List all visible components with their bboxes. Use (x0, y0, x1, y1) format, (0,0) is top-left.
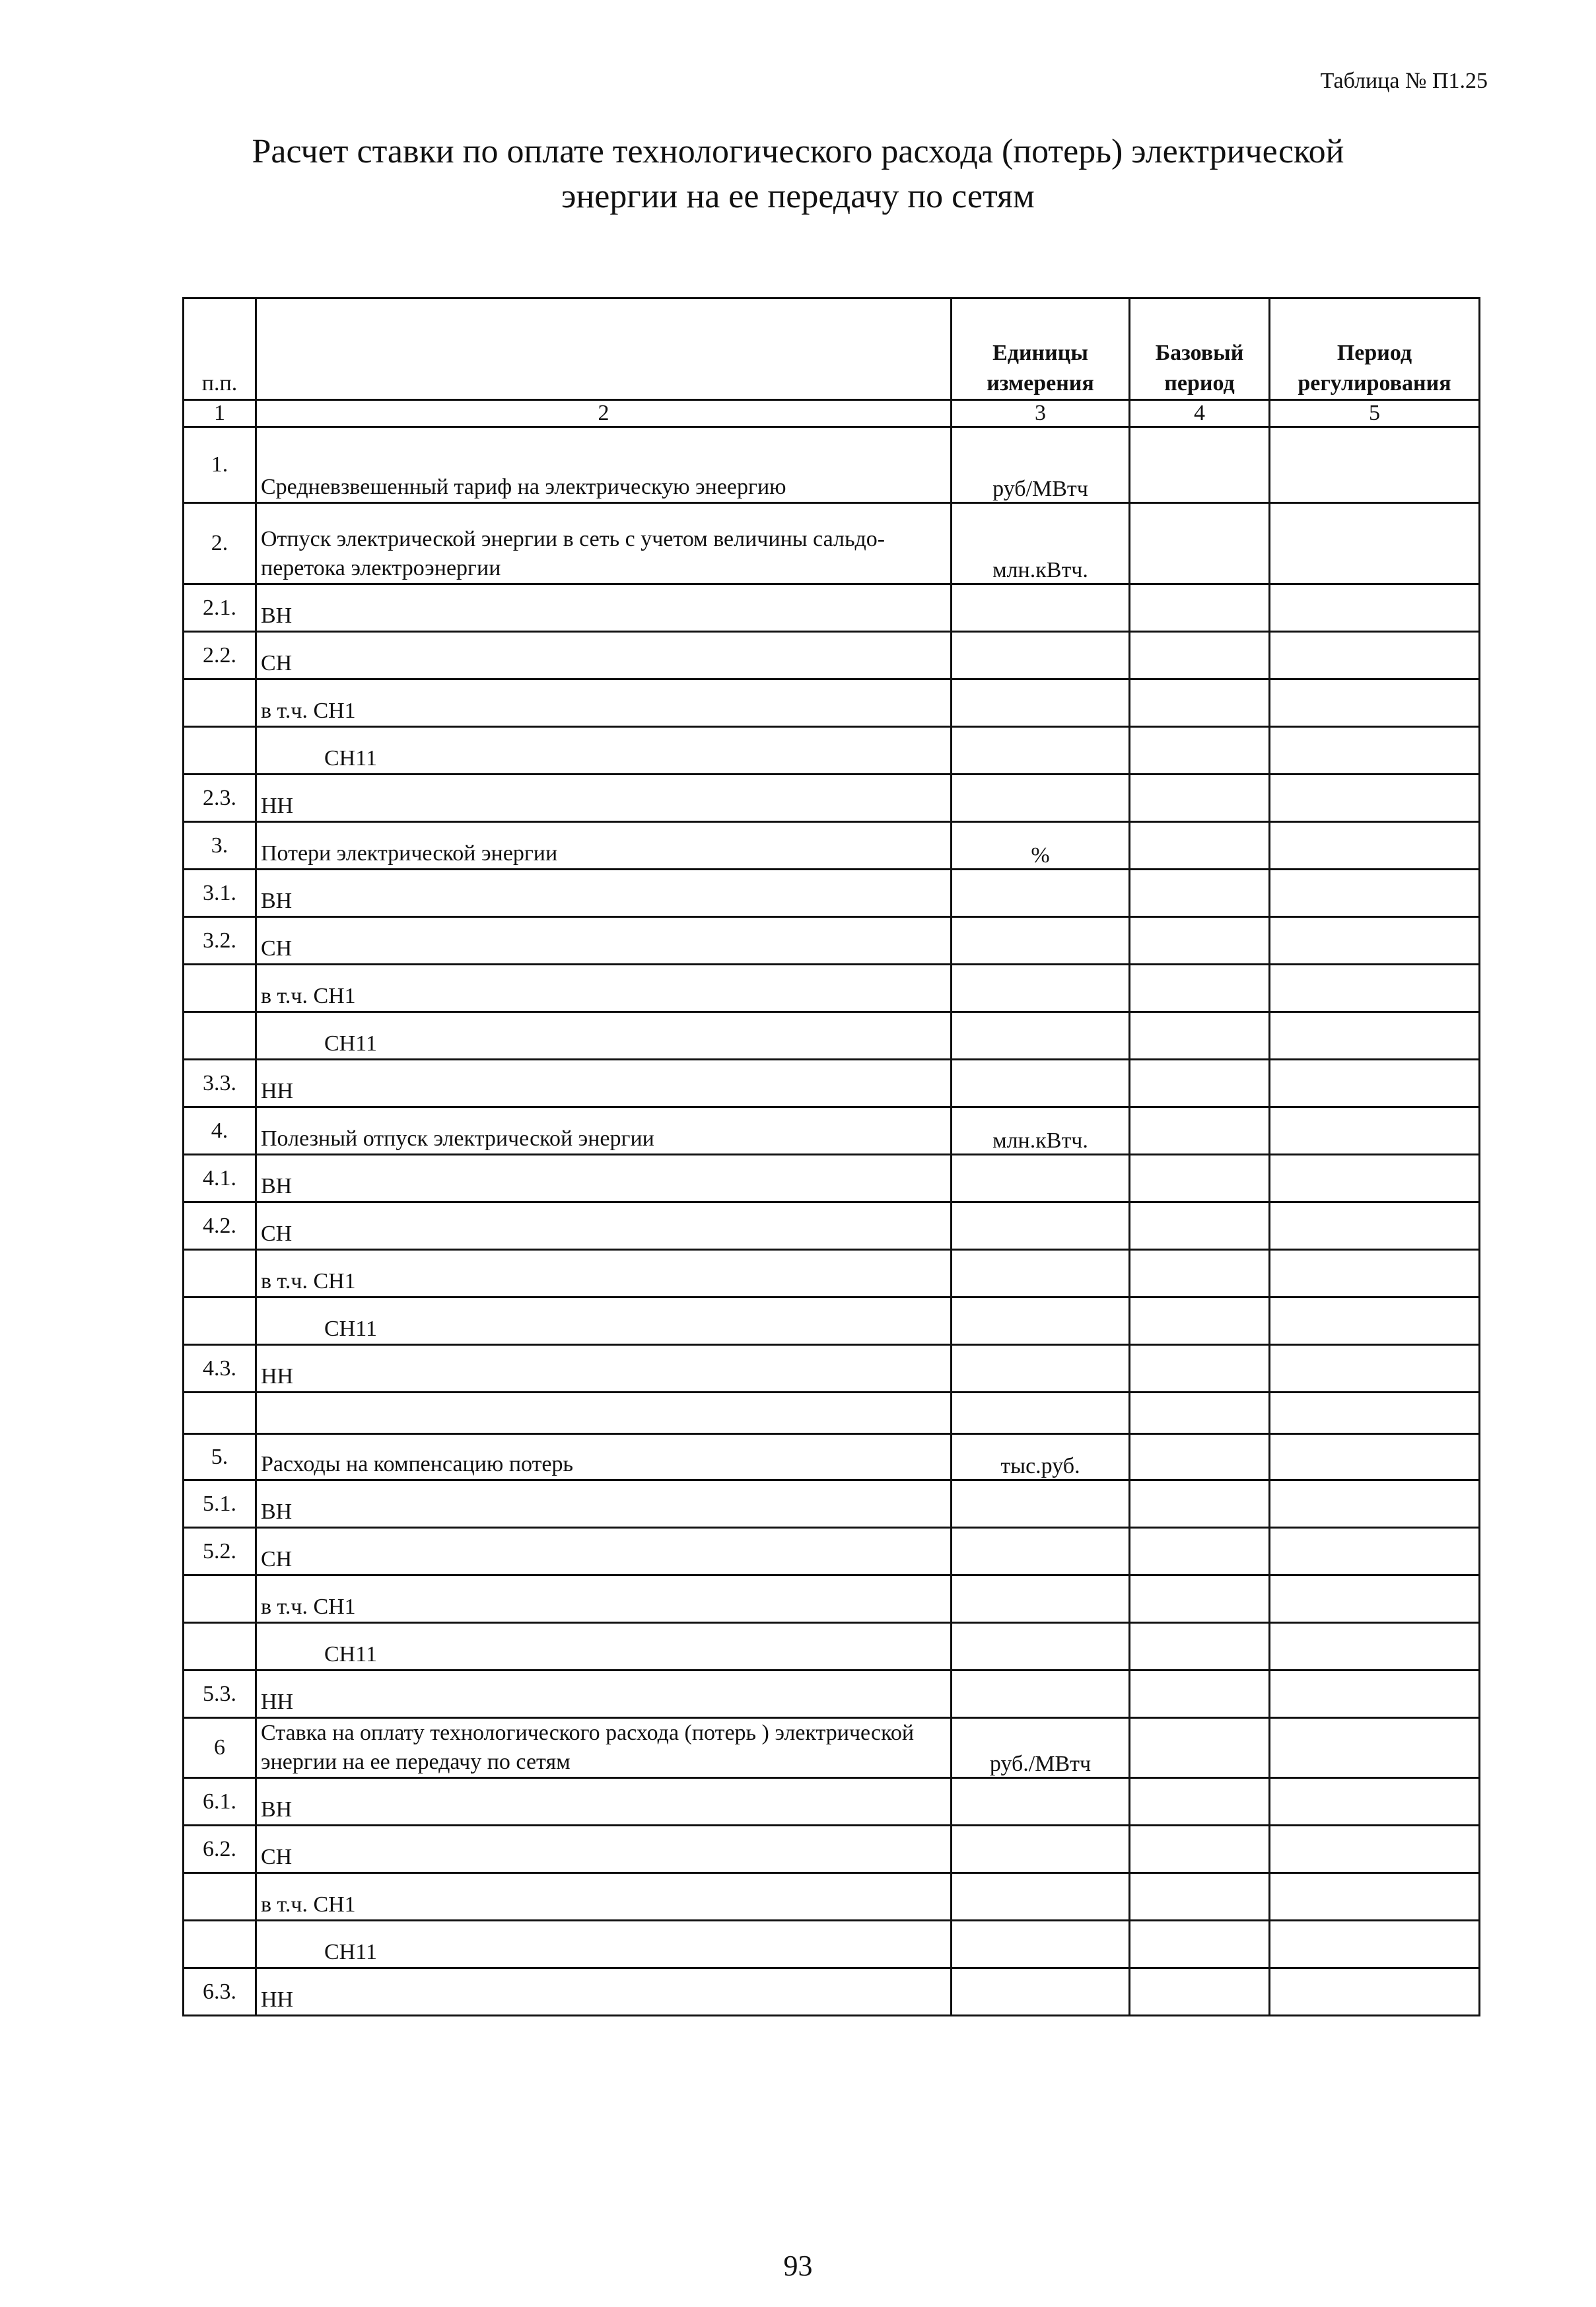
row-number (184, 1250, 256, 1297)
base-period-cell (1130, 584, 1270, 632)
page-title (0, 129, 1596, 219)
row-number: 3.1. (184, 870, 256, 917)
regulation-period-cell (1270, 917, 1480, 965)
row-label: ВН (256, 584, 952, 632)
regulation-period-cell (1270, 1921, 1480, 1968)
table-row (184, 1155, 1480, 1202)
row-number: 2.3. (184, 775, 256, 822)
base-period-cell (1130, 1968, 1270, 2016)
row-unit: тыс.руб. (952, 1434, 1130, 1480)
row-number (184, 965, 256, 1012)
row-label: Расходы на компенсацию потерь (256, 1434, 952, 1480)
regulation-period-cell (1270, 1250, 1480, 1297)
base-period-cell (1130, 427, 1270, 503)
row-label: СН (256, 1202, 952, 1250)
row-label: СН11 (256, 1012, 952, 1060)
row-label: СН (256, 917, 952, 965)
table-row (184, 1873, 1480, 1921)
row-label: Отпуск электрической энергии в сеть с учетом величины сальдо-перетока электроэнергии (256, 503, 952, 584)
row-number: 4. (184, 1107, 256, 1155)
row-number: 6.1. (184, 1778, 256, 1826)
row-label (256, 1393, 952, 1434)
row-unit (952, 1480, 1130, 1528)
base-period-cell (1130, 727, 1270, 775)
regulation-period-cell (1270, 1393, 1480, 1434)
column-number: 4 (1130, 400, 1270, 427)
base-period-cell (1130, 1155, 1270, 1202)
regulation-period-cell (1270, 584, 1480, 632)
row-unit (952, 1670, 1130, 1718)
tariff-table (182, 297, 1480, 2016)
row-number (184, 1921, 256, 1968)
table-number: Таблица № П1.25 (1320, 69, 1488, 93)
regulation-period-cell (1270, 1670, 1480, 1718)
column-number-row (184, 400, 1480, 427)
regulation-period-cell (1270, 1155, 1480, 1202)
table-row (184, 679, 1480, 727)
base-period-cell (1130, 1623, 1270, 1670)
table-row (184, 1718, 1480, 1778)
row-number (184, 1012, 256, 1060)
table-row (184, 775, 1480, 822)
row-unit (952, 1623, 1130, 1670)
row-number (184, 1575, 256, 1623)
row-unit (952, 1393, 1130, 1434)
base-period-cell (1130, 1297, 1270, 1345)
base-period-cell (1130, 1434, 1270, 1480)
base-period-cell (1130, 1670, 1270, 1718)
row-number: 6.2. (184, 1826, 256, 1873)
table-row (184, 727, 1480, 775)
row-unit (952, 1575, 1130, 1623)
row-number: 6.3. (184, 1968, 256, 2016)
row-label: Потери электрической энергии (256, 822, 952, 870)
row-unit: млн.кВтч. (952, 503, 1130, 584)
row-number (184, 1393, 256, 1434)
row-label: в т.ч. СН1 (256, 965, 952, 1012)
row-number: 4.3. (184, 1345, 256, 1393)
row-unit (952, 965, 1130, 1012)
row-label: ВН (256, 870, 952, 917)
row-unit (952, 1155, 1130, 1202)
row-number: 1. (184, 427, 256, 503)
regulation-period-cell (1270, 822, 1480, 870)
row-number (184, 679, 256, 727)
table-row (184, 1528, 1480, 1575)
row-number (184, 1297, 256, 1345)
row-unit (952, 1345, 1130, 1393)
table-row (184, 1250, 1480, 1297)
row-number: 5. (184, 1434, 256, 1480)
row-number: 3.2. (184, 917, 256, 965)
base-period-cell (1130, 917, 1270, 965)
regulation-period-cell (1270, 1968, 1480, 2016)
table-row (184, 1297, 1480, 1345)
row-number: 2.1. (184, 584, 256, 632)
base-period-cell (1130, 1012, 1270, 1060)
row-unit (952, 870, 1130, 917)
regulation-period-cell (1270, 1202, 1480, 1250)
regulation-period-cell (1270, 965, 1480, 1012)
row-number: 4.1. (184, 1155, 256, 1202)
row-label: в т.ч. СН1 (256, 1575, 952, 1623)
row-number (184, 1873, 256, 1921)
table-row (184, 584, 1480, 632)
table-row (184, 1968, 1480, 2016)
table-row (184, 1060, 1480, 1107)
row-number: 5.1. (184, 1480, 256, 1528)
table-row (184, 870, 1480, 917)
row-unit (952, 917, 1130, 965)
table-row (184, 1202, 1480, 1250)
regulation-period-cell (1270, 1345, 1480, 1393)
base-period-cell (1130, 1778, 1270, 1826)
row-unit (952, 584, 1130, 632)
base-period-cell (1130, 679, 1270, 727)
base-period-cell (1130, 1250, 1270, 1297)
regulation-period-cell (1270, 1012, 1480, 1060)
row-label: СН (256, 632, 952, 679)
regulation-period-cell (1270, 427, 1480, 503)
row-label: Ставка на оплату технологического расхода (потерь ) электрической энергии на ее передачу по сетям (256, 1718, 952, 1778)
table-row (184, 1826, 1480, 1873)
base-period-cell (1130, 775, 1270, 822)
regulation-period-cell (1270, 1718, 1480, 1778)
header-col-regulation: Период регулирования (1270, 298, 1480, 400)
table-row (184, 503, 1480, 584)
regulation-period-cell (1270, 1826, 1480, 1873)
table-row (184, 427, 1480, 503)
row-unit (952, 679, 1130, 727)
column-number: 5 (1270, 400, 1480, 427)
row-unit (952, 1012, 1130, 1060)
row-label: СН11 (256, 1921, 952, 1968)
row-label: СН11 (256, 1623, 952, 1670)
row-number: 2.2. (184, 632, 256, 679)
row-number: 5.2. (184, 1528, 256, 1575)
table-row (184, 1345, 1480, 1393)
table-row (184, 1575, 1480, 1623)
row-number: 5.3. (184, 1670, 256, 1718)
header-col-unit: Единицы измерения (952, 298, 1130, 400)
base-period-cell (1130, 1921, 1270, 1968)
base-period-cell (1130, 1826, 1270, 1873)
row-unit (952, 1060, 1130, 1107)
row-unit (952, 1778, 1130, 1826)
table-row (184, 917, 1480, 965)
row-unit (952, 1528, 1130, 1575)
regulation-period-cell (1270, 1873, 1480, 1921)
regulation-period-cell (1270, 1623, 1480, 1670)
row-number: 6 (184, 1718, 256, 1778)
column-number: 1 (184, 400, 256, 427)
row-unit (952, 1250, 1130, 1297)
row-label: СН (256, 1528, 952, 1575)
base-period-cell (1130, 1480, 1270, 1528)
row-label: НН (256, 1968, 952, 2016)
row-unit (952, 727, 1130, 775)
regulation-period-cell (1270, 870, 1480, 917)
row-label: Средневзвешенный тариф на электрическую энеергию (256, 427, 952, 503)
row-unit (952, 775, 1130, 822)
table-row (184, 965, 1480, 1012)
regulation-period-cell (1270, 1480, 1480, 1528)
regulation-period-cell (1270, 1297, 1480, 1345)
regulation-period-cell (1270, 1107, 1480, 1155)
base-period-cell (1130, 1718, 1270, 1778)
header-row (184, 298, 1480, 400)
regulation-period-cell (1270, 775, 1480, 822)
row-number: 4.2. (184, 1202, 256, 1250)
row-unit (952, 1873, 1130, 1921)
row-unit: руб/МВтч (952, 427, 1130, 503)
row-label: ВН (256, 1480, 952, 1528)
row-unit (952, 1968, 1130, 2016)
base-period-cell (1130, 1873, 1270, 1921)
row-unit (952, 1921, 1130, 1968)
row-label: ВН (256, 1155, 952, 1202)
row-number: 3. (184, 822, 256, 870)
table-row (184, 632, 1480, 679)
base-period-cell (1130, 503, 1270, 584)
row-label: НН (256, 775, 952, 822)
regulation-period-cell (1270, 503, 1480, 584)
regulation-period-cell (1270, 1778, 1480, 1826)
table-row (184, 1480, 1480, 1528)
row-label: НН (256, 1345, 952, 1393)
row-unit (952, 632, 1130, 679)
row-unit: млн.кВтч. (952, 1107, 1130, 1155)
row-number (184, 1623, 256, 1670)
row-unit (952, 1826, 1130, 1873)
header-col-name (256, 298, 952, 400)
row-label: в т.ч. СН1 (256, 679, 952, 727)
row-label: в т.ч. СН1 (256, 1250, 952, 1297)
column-number: 3 (952, 400, 1130, 427)
row-label: СН11 (256, 1297, 952, 1345)
regulation-period-cell (1270, 1060, 1480, 1107)
base-period-cell (1130, 1393, 1270, 1434)
title-line-2: энергии на ее передачу по сетям (561, 178, 1035, 215)
row-label: НН (256, 1060, 952, 1107)
row-number (184, 727, 256, 775)
row-unit (952, 1202, 1130, 1250)
header-col-base: Базовый период (1130, 298, 1270, 400)
row-label: НН (256, 1670, 952, 1718)
table-row (184, 1921, 1480, 1968)
row-label: Полезный отпуск электрической энергии (256, 1107, 952, 1155)
table-row (184, 1623, 1480, 1670)
base-period-cell (1130, 1528, 1270, 1575)
regulation-period-cell (1270, 679, 1480, 727)
regulation-period-cell (1270, 1528, 1480, 1575)
regulation-period-cell (1270, 727, 1480, 775)
row-unit: руб./МВтч (952, 1718, 1130, 1778)
base-period-cell (1130, 1202, 1270, 1250)
column-number: 2 (256, 400, 952, 427)
regulation-period-cell (1270, 1434, 1480, 1480)
table-row (184, 1670, 1480, 1718)
base-period-cell (1130, 965, 1270, 1012)
table-row (184, 1393, 1480, 1434)
row-unit: % (952, 822, 1130, 870)
row-unit (952, 1297, 1130, 1345)
header-col-num: п.п. (184, 298, 256, 400)
row-label: СН11 (256, 727, 952, 775)
base-period-cell (1130, 870, 1270, 917)
regulation-period-cell (1270, 1575, 1480, 1623)
row-label: СН (256, 1826, 952, 1873)
page-number: 93 (783, 2250, 813, 2282)
title-line-1: Расчет ставки по оплате технологического расхода (потерь) электрической (252, 133, 1344, 170)
row-label: в т.ч. СН1 (256, 1873, 952, 1921)
base-period-cell (1130, 1107, 1270, 1155)
row-label: ВН (256, 1778, 952, 1826)
row-number: 3.3. (184, 1060, 256, 1107)
table-row (184, 1434, 1480, 1480)
table-row (184, 822, 1480, 870)
base-period-cell (1130, 1060, 1270, 1107)
table-row (184, 1778, 1480, 1826)
table-row (184, 1107, 1480, 1155)
regulation-period-cell (1270, 632, 1480, 679)
base-period-cell (1130, 822, 1270, 870)
table-row (184, 1012, 1480, 1060)
row-number: 2. (184, 503, 256, 584)
base-period-cell (1130, 632, 1270, 679)
base-period-cell (1130, 1575, 1270, 1623)
base-period-cell (1130, 1345, 1270, 1393)
